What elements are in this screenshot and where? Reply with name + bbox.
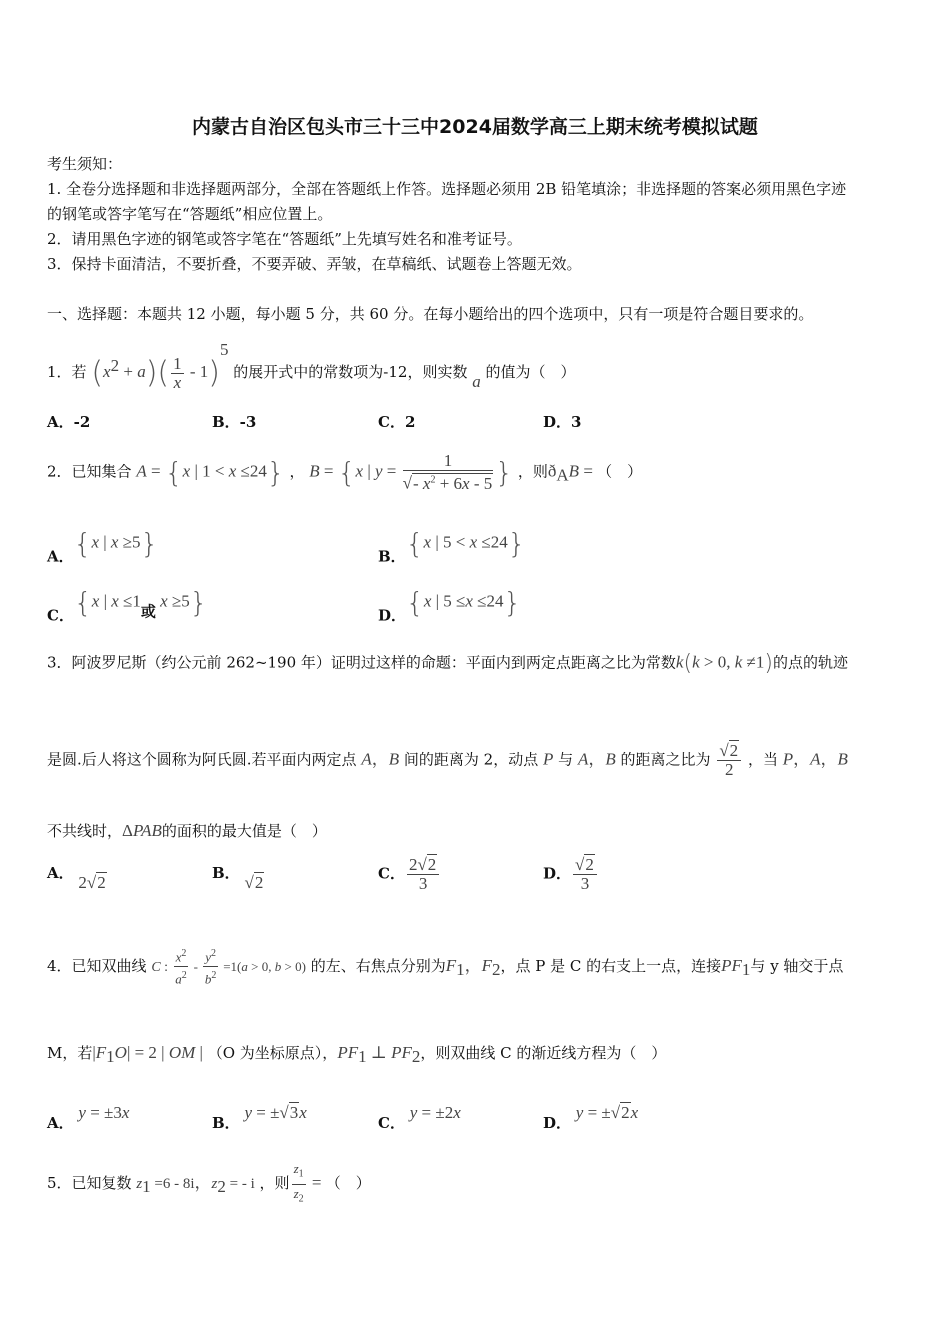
q1-tail: 的值为（ ） — [485, 363, 576, 381]
q4-option-d[interactable]: D． y = ±√2x — [543, 1103, 639, 1132]
page-title: 内蒙古自治区包头市三十三中2024届数学高三上期末统考模拟试题 — [192, 116, 758, 138]
q1-number: 1．若 — [47, 363, 87, 381]
q1-option-c[interactable]: C．2 — [378, 413, 416, 431]
q2-tail: （ ） — [597, 462, 643, 481]
q3-option-d[interactable]: D． $\frac{√2}{3}$ — [543, 856, 599, 893]
question-3-line-3: 不共线时，ΔPAB的面积的最大值是（ ） — [47, 821, 327, 840]
notice-item: 3．保持卡面清洁，不要折叠，不要弄破、弄皱，在草稿纸、试题卷上答题无效。 — [47, 255, 582, 273]
notice-heading: 考生须知： — [47, 155, 123, 173]
q1-option-a[interactable]: A．-2 — [47, 413, 91, 431]
q2-option-a[interactable]: A．{x | x ≥5} — [47, 527, 159, 566]
q4-option-a[interactable]: A． y = ±3x — [47, 1103, 130, 1132]
q3-option-a[interactable]: A． 2√2 — [47, 864, 106, 892]
notice-item: 2．请用黑色字迹的钢笔或答字笔在“答题纸”上先填写姓名和准考证号。 — [47, 230, 522, 248]
q2-option-c[interactable]: C．{x | x ≤1或 x ≥5} — [47, 586, 208, 625]
question-1: 1．若 $(x^2 + a)$( $\frac{1}{x}$ - 1)$^5$ 的展开式中的常数项为-12，则实数 a 的值为（ ） — [47, 340, 576, 392]
question-4-line-1: 4．已知双曲线 C : $\frac{x^2}{a^2}$ - $\frac{y^2}{b^2}$ =1(a > 0, b > 0) 的左、右焦点分别为$F_1$，$F_2$，点 P 是 C 的右支上一点，连接$PF_1$与 y 轴交于点 — [47, 945, 843, 989]
question-5: 5．已知复数 $z_1 =6 - 8i$，$z_2$ = - i ，则 $\frac{z_1}{z_2}$ = （ ） — [47, 1161, 371, 1205]
q1-text: 的展开式中的常数项为-12，则实数 — [233, 363, 468, 381]
question-3-line-1: 3．阿波罗尼斯（约公元前 262~190 年）证明过这样的命题：平面内到两定点距离之比为常数k(k > 0, k ≠1)的点的轨迹 — [47, 651, 848, 676]
q1-expression: $(x^2 + a)$( $\frac{1}{x}$ - 1)$^5$ — [91, 340, 229, 392]
q2-number: 2．已知集合 — [47, 462, 132, 481]
q3-option-c[interactable]: C． $\frac{2√2}{3}$ — [378, 856, 441, 893]
q4-option-c[interactable]: C． y = ±2x — [378, 1103, 461, 1132]
q3-option-b[interactable]: B． √2 — [212, 864, 264, 892]
q2-option-b[interactable]: B．{x | 5 < x ≤24} — [378, 527, 526, 566]
question-2: 2．已知集合 A = {x | 1 < x ≤24} ， B = {x | y = $\frac{1}{√- x^2 + 6x - 5}$ } ，则$ð_AB$ = （ ） — [47, 451, 643, 493]
q1-option-d[interactable]: D．3 — [543, 413, 582, 431]
question-4-line-2: M，若$|F_1O| = 2$ | OM | （O 为坐标原点），$PF_1$ ⊥ $PF_2$，则双曲线 C 的渐近线方程为（ ） — [47, 1043, 667, 1066]
q2-option-d[interactable]: D．{x | 5 ≤x ≤24} — [378, 586, 522, 625]
section-heading: 一、选择题：本题共 12 小题，每小题 5 分，共 60 分。在每小题给出的四个选项中，只有一项是符合题目要求的。 — [47, 305, 814, 323]
notice-item: 的钢笔或答字笔写在“答题纸”相应位置上。 — [47, 205, 333, 223]
q4-option-b[interactable]: B． y = ±√3x — [212, 1103, 307, 1132]
notice-item: 1. 全卷分选择题和非选择题两部分，全部在答题纸上作答。选择题必须用 2B 铅笔填涂；非选择题的答案必须用黑色字迹 — [47, 180, 847, 198]
q1-option-b[interactable]: B．-3 — [212, 413, 257, 431]
question-3-line-2: 是圆.后人将这个圆称为阿氏圆.若平面内两定点 A，B 间的距离为 2，动点 P 与 A，B 的距离之比为 $\frac{√2}{2}$ ，当 P，A，B — [47, 741, 848, 779]
